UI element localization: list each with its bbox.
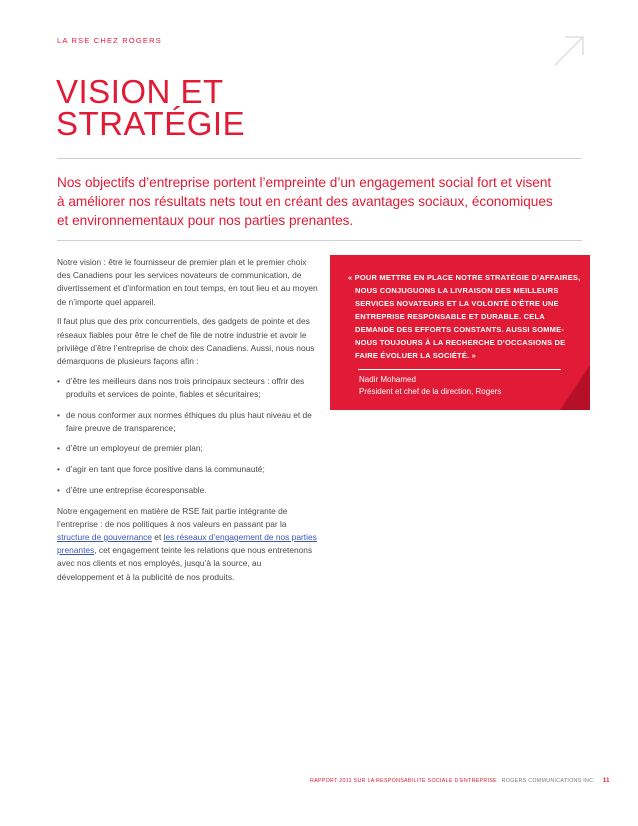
list-item: • d’être une entreprise écoresponsable. xyxy=(57,484,319,497)
quote-line: DEMANDE DES EFFORTS CONSTANTS. AUSSI SOMME- xyxy=(355,325,565,334)
divider-top xyxy=(57,158,582,159)
engagement-text-start: Notre engagement en matière de RSE fait partie intégrante de l’entreprise : de nos politiques à nos valeurs en passant par la xyxy=(57,505,288,529)
quote-line: NOUS TOUJOURS À LA RECHERCHE D’OCCASIONS DE xyxy=(355,338,566,347)
commitments-list xyxy=(57,375,319,497)
page-fold-corner xyxy=(560,365,590,410)
list-item: • d’agir en tant que force positive dans la communauté; xyxy=(57,463,319,476)
list-item: • d’être un employeur de premier plan; xyxy=(57,442,319,455)
title-line-1: VISION ET xyxy=(56,73,224,110)
differentiation-paragraph: Il faut plus que des prix concurrentiels, des gadgets de pointe et des réseaux fiables pour être le chef de file de notre industrie et avoir le privilège d’être l’entreprise de choix des Canadiens. Aussi, nous nous démarquons de plusieurs façons afin : xyxy=(57,316,315,366)
engagement-text-end: , cet engagement teinte les relations que nous entretenons avec nos clients et nos employés, jusqu’à la source, au développement et à la publicité de nos produits. xyxy=(57,545,313,582)
divider-bottom xyxy=(57,240,582,241)
engagement-text-and: et xyxy=(151,531,164,542)
governance-structure-link[interactable]: structure de gouvernance xyxy=(57,531,152,542)
vision-paragraph: Notre vision : être le fournisseur de premier plan et le premier choix des Canadiens pour les services novateurs de communication, de divertissement et d’information en tout temps, en tout lieu et au moyen de n’importe quel appareil. xyxy=(57,257,318,307)
quote-line: ENTREPRISE RESPONSABLE ET DURABLE. CELA xyxy=(355,312,545,321)
list-item: • d’être les meilleurs dans nos trois principaux secteurs : offrir des produits et services de pointe, fiables et sécuritaires; xyxy=(57,375,319,401)
page-footer xyxy=(310,778,610,784)
page-title xyxy=(56,73,246,142)
author-name: Nadir Mohamed xyxy=(359,375,416,384)
section-label: LA RSE CHEZ ROGERS xyxy=(57,36,162,45)
author-title: Président et chef de la direction, Rogers xyxy=(359,387,502,396)
list-item: • de nous conformer aux normes éthiques du plus haut niveau et de faire preuve de transparence; xyxy=(57,409,319,435)
diagonal-arrow-icon xyxy=(551,33,587,69)
quote-line: SERVICES NOVATEURS ET LA VOLONTÉ D’ÊTRE UNE xyxy=(355,299,559,308)
quote-divider xyxy=(358,369,561,370)
engagement-paragraph xyxy=(57,505,319,584)
quote-line: NOUS CONJUGUONS LA LIVRAISON DES MEILLEURS xyxy=(355,286,559,295)
quote-line: « POUR METTRE EN PLACE NOTRE STRATÉGIE D’AFFAIRES, xyxy=(348,273,581,282)
page-number: 11 xyxy=(602,778,610,784)
quote-attribution xyxy=(359,374,559,398)
intro-text: Nos objectifs d’entreprise portent l’empreinte d’un engagement social fort et visent à améliorer nos résultats nets tout en créant des avantages sociaux, économiques et environnementaux pour nos parties prenantes. xyxy=(57,175,553,228)
body-column xyxy=(57,256,319,590)
quote-line: FAIRE ÉVOLUER LA SOCIÉTÉ. » xyxy=(355,351,476,360)
footer-company: ROGERS COMMUNICATIONS INC. xyxy=(501,778,596,784)
footer-report-title: RAPPORT 2011 SUR LA RESPONSABILITÉ SOCIALE D’ENTREPRISE xyxy=(310,778,497,784)
stakeholder-engagement-link[interactable]: les réseaux d’engagement de nos parties prenantes xyxy=(57,531,317,556)
pull-quote-text xyxy=(348,271,584,362)
title-line-2: STRATÉGIE xyxy=(56,105,246,142)
